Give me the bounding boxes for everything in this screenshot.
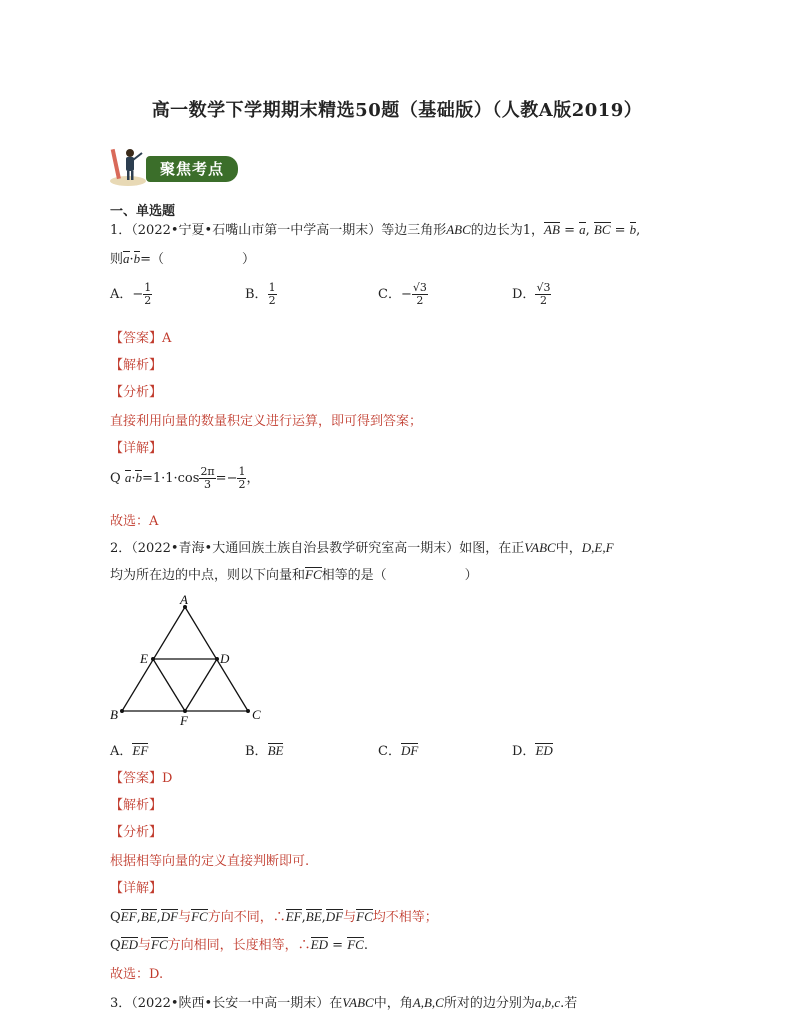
label-d: D bbox=[220, 651, 230, 666]
q1-jiexi: 【解析】 bbox=[110, 358, 163, 373]
q1-blank: =（ ） bbox=[140, 252, 256, 267]
edge-df bbox=[185, 659, 217, 711]
q1-stem-text: 1．（2022•宁夏•石嘴山市第一中学高一期末）等边三角形 bbox=[110, 223, 447, 238]
label-b: B bbox=[110, 707, 118, 722]
option-sign: − bbox=[132, 287, 144, 302]
q1-choose: 故选：A bbox=[110, 514, 159, 529]
point-b bbox=[120, 709, 124, 713]
q2-stem-line1: 2．（2022•青海•大通回族土族自治县教学研究室高一期末）如图，在正VABC中，D,E,F bbox=[110, 540, 614, 556]
q1-stem-line2: 则a·b=（ ） bbox=[110, 251, 256, 267]
point-c bbox=[246, 709, 250, 713]
label-c: C bbox=[252, 707, 261, 722]
q2-answer: 【答案】D bbox=[110, 771, 173, 786]
q2-fenxi: 【分析】 bbox=[110, 825, 163, 840]
q1-then: 则 bbox=[110, 252, 124, 267]
option-label: A． bbox=[110, 287, 133, 302]
badge-label: 聚焦考点 bbox=[146, 156, 238, 182]
option-sign: − bbox=[400, 287, 412, 302]
q2-detail-line1: QEF,BE,DF与FC方向不同，∴EF,BE,DF与FC均不相等； bbox=[110, 909, 438, 925]
q2-option-a: A．EF bbox=[110, 743, 149, 759]
q1-fenxi: 【分析】 bbox=[110, 385, 163, 400]
q1-dot-b: b bbox=[133, 251, 141, 266]
label-a: A bbox=[180, 595, 188, 607]
q1-option-b bbox=[245, 282, 277, 307]
option-fraction: $\frac{√3}{2}$ bbox=[412, 281, 427, 307]
option-label: B． bbox=[245, 287, 268, 302]
option-fraction: $\frac{1}{2}$ bbox=[268, 281, 276, 307]
option-label: D． bbox=[512, 287, 536, 302]
q1-option-a bbox=[110, 282, 152, 307]
page-title: 高一数学下学期期末精选50题（基础版）（人教A版2019） bbox=[151, 100, 643, 121]
q1-dot-a: a bbox=[123, 251, 130, 266]
q1-answer: 【答案】A bbox=[110, 331, 172, 346]
q1-detail: Q a·b=1·1·cos $\frac{2\pi}{3}$ =− $\frac{1}{2}$ ， bbox=[110, 465, 260, 491]
edge-ef bbox=[153, 659, 185, 711]
q1-option-c bbox=[378, 282, 428, 307]
label-f: F bbox=[180, 713, 188, 725]
q2-fenxi-text: 根据相等向量的定义直接判断即可. bbox=[110, 854, 310, 869]
option-fraction: $\frac{√3}{2}$ bbox=[536, 281, 551, 307]
q2-option-b: B．BE bbox=[245, 743, 284, 759]
point-d bbox=[215, 657, 219, 661]
q2-stem-line2: 均为所在边的中点，则以下向量和FC相等的是（ ） bbox=[110, 567, 478, 583]
q1-fenxi-text: 直接利用向量的数量积定义进行运算，即可得到答案； bbox=[110, 414, 423, 429]
q1-vector-ab: AB bbox=[544, 222, 560, 237]
point-e bbox=[151, 657, 155, 661]
q2-option-d: D．ED bbox=[512, 743, 553, 759]
q1-option-d bbox=[512, 282, 551, 307]
option-fraction: $\frac{1}{2}$ bbox=[144, 281, 152, 307]
label-e: E bbox=[140, 651, 148, 666]
q2-detail-line2: QED与FC方向相同，长度相等，∴ED = FC. bbox=[110, 937, 368, 953]
focus-badge bbox=[108, 145, 238, 187]
q1-vector-bc: BC bbox=[593, 222, 611, 237]
q2-xiangjie: 【详解】 bbox=[110, 881, 163, 896]
q3-stem-line1: 3．（2022•陕西•长安一中高一期末）在VABC中，角A,B,C所对的边分别为a,b,c.若 bbox=[110, 995, 578, 1011]
q2-choose: 故选：D. bbox=[110, 967, 164, 982]
section-heading: 一、单选题 bbox=[110, 204, 176, 219]
q1-triangle: ABC bbox=[446, 222, 471, 237]
q1-stem-mid: 的边长为1， bbox=[470, 223, 545, 238]
q1-vector-a: a bbox=[579, 222, 586, 237]
q1-vector-b: b bbox=[629, 222, 637, 237]
triangle-figure bbox=[110, 595, 270, 725]
q2-jiexi: 【解析】 bbox=[110, 798, 163, 813]
q2-option-c: C．DF bbox=[378, 743, 419, 759]
q1-xiangjie: 【详解】 bbox=[110, 441, 163, 456]
option-label: C． bbox=[378, 287, 401, 302]
q1-stem-line1: 1．（2022•宁夏•石嘴山市第一中学高一期末）等边三角形ABC的边长为1，AB = a, BC = b, bbox=[110, 222, 641, 238]
